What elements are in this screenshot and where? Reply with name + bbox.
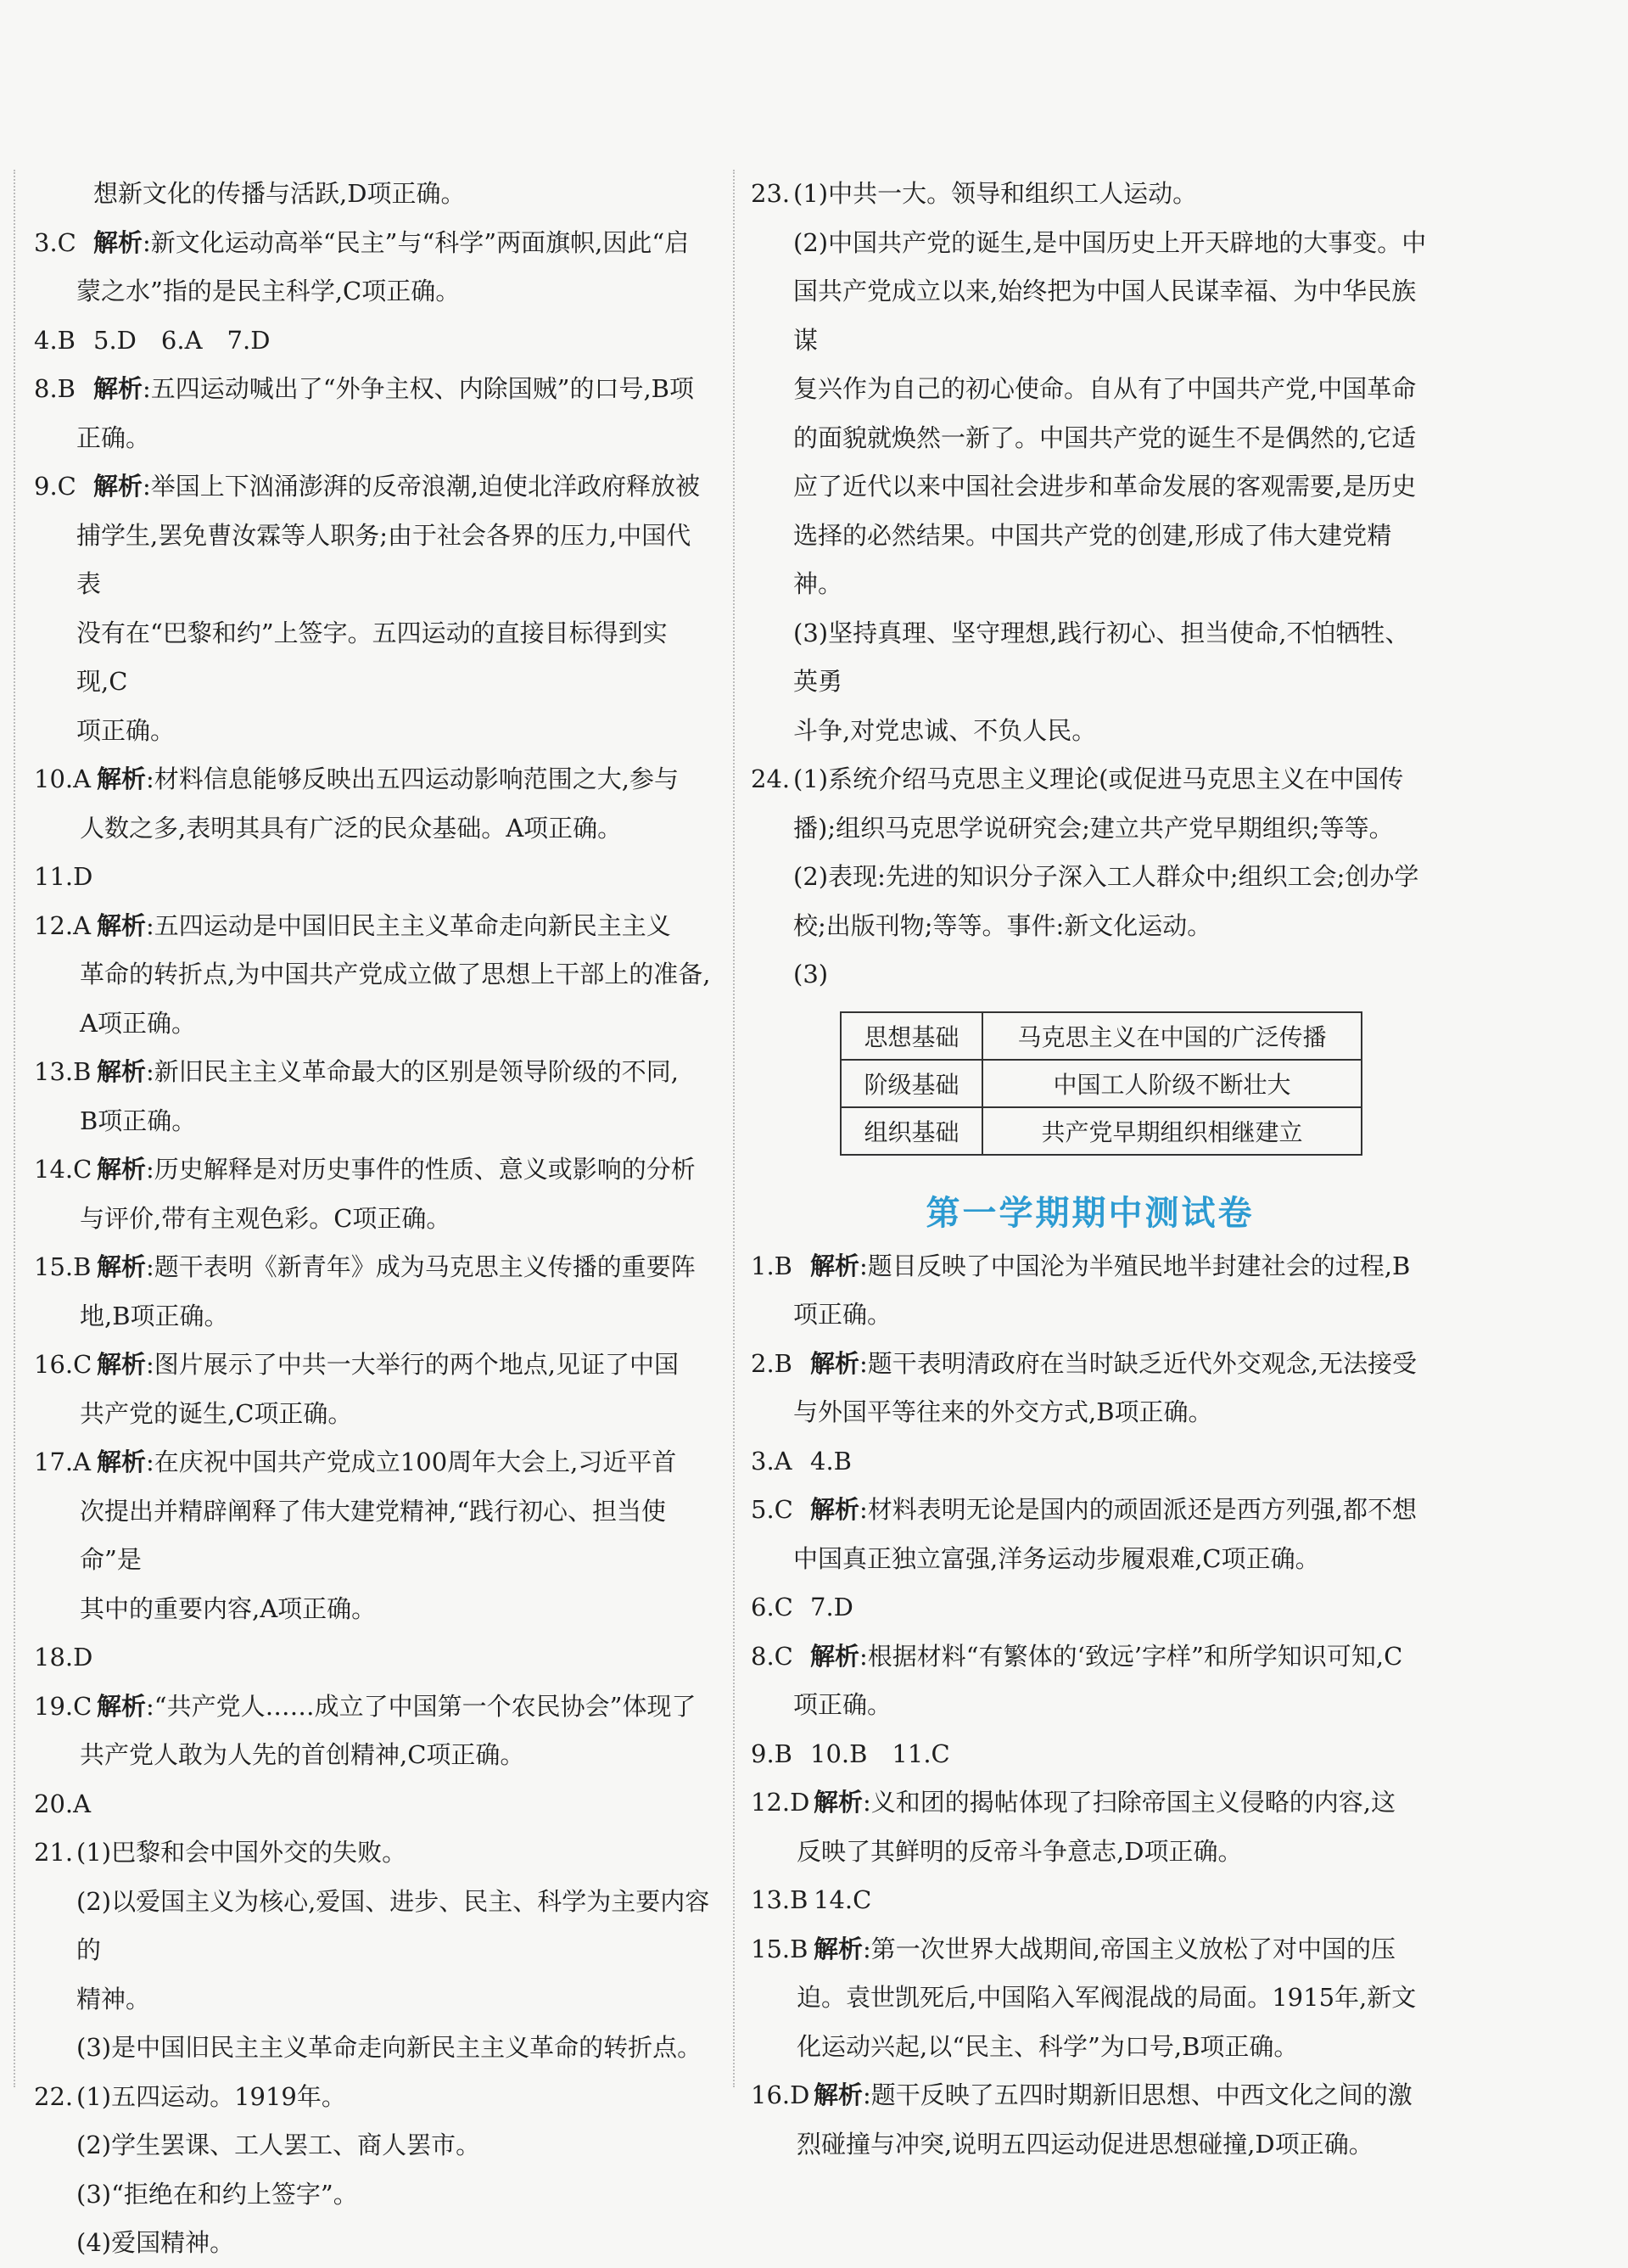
answer-item: 14.C 解析:历史解释是对历史事件的性质、意义或影响的分析 与评价,带有主观色彩。C项正确。: [34, 1145, 713, 1243]
answer-item: [34, 2073, 713, 2268]
answer-text-line: 根据材料“有繁体的‘致远’字样”和所学知识可知,C: [867, 1641, 1403, 1671]
answer-item: 12.D 解析:义和团的揭帖体现了扫除帝国主义侵略的内容,这 反映了其鲜明的反帝斗争意志,D项正确。: [751, 1778, 1429, 1876]
answer-number: 10.A: [34, 764, 92, 793]
answer-text-line: 国共产党成立以来,始终把为中国人民谋幸福、为中华民族谋: [793, 277, 1417, 355]
answer-number: 16.D: [751, 2080, 810, 2109]
answer-text-line: 没有在“巴黎和约”上签字。五四运动的直接目标得到实现,C: [76, 618, 668, 696]
answer-item: [34, 170, 713, 219]
answer-text-line: 五四运动是中国旧民主主义革命走向新民主主义: [154, 910, 671, 940]
answer-text-line: (4)爱国精神。: [76, 2228, 235, 2257]
answer-item: [34, 853, 713, 902]
answer-item: 9.C 解析:举国上下汹涌澎湃的反帝浪潮,迫使北洋政府释放被 捕学生,罢免曹汝霖等人职务;由于社会各界的压力,中国代表 没有在“巴黎和约”上签字。五四运动的直接目标得到实现,C 项正确。: [34, 462, 713, 755]
answer-text-line: 题目反映了中国沦为半殖民地半封建社会的过程,B: [867, 1251, 1411, 1280]
answer-text-line: 其中的重要内容,A项正确。: [80, 1593, 377, 1623]
answer-text-line: “共产党人……成立了中国第一个农民协会”体现了: [154, 1691, 697, 1721]
answer-item: 2.B 解析:题干表明清政府在当时缺乏近代外交观念,无法接受 与外国平等往来的外交方式,B项正确。: [751, 1340, 1429, 1437]
answer-text-line: 与评价,带有主观色彩。C项正确。: [80, 1203, 451, 1233]
answer-text-line: 革命的转折点,为中国共产党成立做了思想上干部上的准备,: [80, 960, 711, 988]
answer-text-line: 复兴作为自己的初心使命。自从有了中国共产党,中国革命: [793, 374, 1417, 403]
section-title: 第一学期期中测试卷: [926, 1193, 1255, 1233]
answer-text-line: (2)学生罢课、工人罢工、商人罢市。: [76, 2131, 481, 2159]
analysis-label: 解析: [97, 1057, 147, 1086]
table-key-cell: 组织基础: [841, 1107, 982, 1155]
analysis-label: 解析: [93, 227, 143, 257]
answer-text-line: (1)中共一大。领导和组织工人运动。: [793, 179, 1198, 208]
answer-text-line: 烈碰撞与冲突,说明五四运动促进思想碰撞,D项正确。: [797, 2129, 1373, 2159]
answer-text-line: 历史解释是对历史事件的性质、意义或影响的分析: [154, 1155, 696, 1184]
analysis-label: 解析: [814, 1788, 864, 1817]
answer-number: 3.C: [34, 227, 76, 257]
analysis-label: 解析: [814, 1934, 864, 1963]
answer-number: 11.D: [34, 862, 93, 891]
table-row: [841, 1107, 1362, 1155]
answer-item: 16.D 解析:题干反映了五四时期新旧思想、中西文化之间的激 烈碰撞与冲突,说明五四运动促进思想碰撞,D项正确。: [751, 2071, 1429, 2169]
right-column: [751, 170, 1429, 2169]
left-column: [34, 170, 713, 2268]
analysis-label: 解析: [93, 374, 143, 403]
answer-item: [751, 170, 1429, 755]
answer-number: 21.: [34, 1838, 74, 1867]
answer-item: [751, 755, 1429, 950]
foundation-table: [840, 1011, 1362, 1156]
answer-item: 13.B 解析:新旧民主主义革命最大的区别是领导阶级的不同, B项正确。: [34, 1048, 713, 1145]
answer-text-line: 人数之多,表明其具有广泛的民众基础。A项正确。: [80, 813, 623, 843]
answer-number: 15.B: [751, 1934, 808, 1963]
answer-text-line: 5.D 6.A 7.D: [93, 325, 271, 355]
analysis-label: 解析: [97, 1252, 147, 1281]
answer-number: 19.C: [34, 1691, 92, 1721]
answer-item: 5.C 解析:材料表明无论是国内的顽固派还是西方列强,都不想 中国真正独立富强,洋务运动步履艰难,C项正确。: [751, 1486, 1429, 1583]
answer-number: 14.C: [34, 1155, 92, 1184]
answer-item: 19.C 解析:“共产党人……成立了中国第一个农民协会”体现了 共产党人敢为人先的首创精神,C项正确。: [34, 1683, 713, 1780]
answer-text-line: 蒙之水”指的是民主科学,C项正确。: [76, 277, 461, 305]
answer-text-line: 题干表明清政府在当时缺乏近代外交观念,无法接受: [867, 1348, 1418, 1378]
answer-text-line: 中国真正独立富强,洋务运动步履艰难,C项正确。: [793, 1543, 1320, 1573]
answer-text-line: 地,B项正确。: [80, 1301, 229, 1330]
answer-item: 15.B 解析:第一次世界大战期间,帝国主义放松了对中国的压 迫。袁世凯死后,中国陷入军阀混战的局面。1915年,新文 化运动兴起,以“民主、科学”为口号,B项正确。: [751, 1925, 1429, 2072]
answer-text-line: 与外国平等往来的外交方式,B项正确。: [793, 1397, 1213, 1426]
answer-number: 18.D: [34, 1643, 93, 1672]
answer-text-line: 材料表明无论是国内的顽固派还是西方列强,都不想: [867, 1495, 1418, 1524]
answer-text-line: (3)“拒绝在和约上签字”。: [76, 2179, 358, 2209]
answer-text-line: 迫。袁世凯死后,中国陷入军阀混战的局面。1915年,新文: [797, 1983, 1417, 2012]
analysis-label: 解析: [814, 2080, 864, 2109]
answer-text-line: (1)巴黎和会中国外交的失败。: [76, 1838, 407, 1867]
answer-item: 12.A 解析:五四运动是中国旧民主主义革命走向新民主主义 革命的转折点,为中国共产党成立做了思想上干部上的准备, A项正确。: [34, 902, 713, 1049]
answer-number: 2.B: [751, 1348, 792, 1378]
answer-item: 8.C 解析:根据材料“有繁体的‘致远’字样”和所学知识可知,C 项正确。: [751, 1632, 1429, 1730]
answer-number: 17.A: [34, 1448, 92, 1476]
table-row: [841, 1012, 1362, 1060]
answer-number: 5.C: [751, 1495, 793, 1524]
answer-text-line: 材料信息能够反映出五四运动影响范围之大,参与: [154, 764, 680, 793]
left-margin-dotted-rule: [14, 170, 15, 2087]
answer-text-line: 项正确。: [793, 1300, 892, 1329]
answer-item: [751, 1876, 1429, 1925]
answer-text-line: 10.B 11.C: [810, 1739, 950, 1768]
answer-number: 24.: [751, 764, 791, 793]
answer-text-line: 在庆祝中国共产党成立100周年大会上,习近平首: [154, 1448, 677, 1476]
answer-text-line: 正确。: [76, 423, 151, 452]
answer-text-line: (3)坚持真理、坚守理想,践行初心、担当使命,不怕牺牲、英勇: [793, 618, 1410, 696]
table-key-cell: 思想基础: [841, 1012, 982, 1060]
analysis-label: 解析: [97, 1155, 147, 1184]
answer-text-line: 项正确。: [76, 715, 176, 745]
answers-23-24: [751, 170, 1429, 950]
answer-text-line: 五四运动喊出了“外争主权、内除国贼”的口号,B项: [150, 374, 694, 403]
midterm-answers: [751, 1242, 1429, 2170]
answer-item: [34, 1633, 713, 1683]
table-value-cell: 马克思主义在中国的广泛传播: [982, 1012, 1362, 1060]
analysis-label: 解析: [97, 764, 147, 793]
answer-text-line: 反映了其鲜明的反帝斗争意志,D项正确。: [797, 1836, 1243, 1866]
answer-number: 8.C: [751, 1641, 793, 1671]
answer-text-line: 共产党的诞生,C项正确。: [80, 1398, 353, 1428]
analysis-label: 解析: [810, 1251, 860, 1280]
answer-item: [34, 316, 713, 366]
answer-item: 10.A 解析:材料信息能够反映出五四运动影响范围之大,参与 人数之多,表明其具有广泛的民众基础。A项正确。: [34, 755, 713, 853]
table-key-cell: 阶级基础: [841, 1060, 982, 1107]
answer-text-line: 7.D: [810, 1593, 853, 1621]
answer-number: 9.B: [751, 1739, 792, 1768]
answer-number: 13.B: [34, 1057, 92, 1086]
answer-text-line: 第一次世界大战期间,帝国主义放松了对中国的压: [870, 1934, 1396, 1963]
answer-text-line: 图片展示了中共一大举行的两个地点,见证了中国: [154, 1350, 680, 1379]
answer-item: 3.C 解析:新文化运动高举“民主”与“科学”两面旗帜,因此“启 蒙之水”指的是民主科学,C项正确。: [34, 219, 713, 316]
answer-text-line: 化运动兴起,以“民主、科学”为口号,B项正确。: [797, 2031, 1299, 2061]
table-value-cell: 共产党早期组织相继建立: [982, 1107, 1362, 1155]
answer-text-line: 题干表明《新青年》成为马克思主义传播的重要阵: [154, 1252, 696, 1281]
answer-number: 9.C: [34, 472, 76, 501]
answer-item: [34, 1780, 713, 1829]
answer-text-line: 校;出版刊物;等等。事件:新文化运动。: [793, 910, 1212, 940]
answer-item: [34, 1828, 713, 2073]
answer-number: 12.D: [751, 1788, 810, 1817]
answer-text-line: 播);组织马克思学说研究会;建立共产党早期组织;等等。: [793, 813, 1394, 843]
answer-text-line: 的面貌就焕然一新了。中国共产党的诞生不是偶然的,它适: [793, 423, 1417, 452]
answer-number: 6.C: [751, 1593, 793, 1621]
analysis-label: 解析: [93, 472, 143, 501]
answer-text-line: 项正确。: [793, 1690, 892, 1719]
answer-item: 8.B 解析:五四运动喊出了“外争主权、内除国贼”的口号,B项 正确。: [34, 365, 713, 462]
answer-text-line: 斗争,对党忠诚、不负人民。: [793, 715, 1097, 745]
answer-text-line: 捕学生,罢免曹汝霖等人职务;由于社会各界的压力,中国代表: [76, 520, 691, 598]
answer-text-line: 义和团的揭帖体现了扫除帝国主义侵略的内容,这: [870, 1788, 1396, 1817]
analysis-label: 解析: [810, 1348, 860, 1378]
answer-text-line: 举国上下汹涌澎湃的反帝浪潮,迫使北洋政府释放被: [150, 472, 701, 501]
answer-text-line: 4.B: [810, 1446, 852, 1476]
analysis-label: 解析: [97, 1448, 147, 1476]
answer-text-line: 14.C: [814, 1885, 872, 1914]
answer-number: 12.A: [34, 910, 92, 940]
answer-number: 1.B: [751, 1251, 792, 1280]
column-divider: [733, 170, 735, 2087]
answer-text-line: (2)以爱国主义为核心,爱国、进步、民主、科学为主要内容的: [76, 1886, 710, 1964]
table-value-cell: 中国工人阶级不断壮大: [982, 1060, 1362, 1107]
analysis-label: 解析: [810, 1495, 860, 1524]
answer-text-line: 精神。: [76, 1984, 151, 2013]
answer-item: 16.C 解析:图片展示了中共一大举行的两个地点,见证了中国 共产党的诞生,C项正确。: [34, 1341, 713, 1438]
answer-number: 22.: [34, 2081, 74, 2111]
analysis-label: 解析: [97, 910, 147, 940]
analysis-label: 解析: [97, 1691, 147, 1721]
answer-text-line: B项正确。: [80, 1106, 197, 1135]
answer-number: 15.B: [34, 1252, 92, 1281]
answer-text-line: (2)表现:先进的知识分子深入工人群众中;组织工会;创办学: [793, 862, 1419, 891]
answer-number: 8.B: [34, 374, 76, 403]
answer-number: 13.B: [751, 1885, 808, 1914]
table-row: [841, 1060, 1362, 1107]
analysis-label: 解析: [97, 1350, 147, 1379]
analysis-label: 解析: [810, 1641, 860, 1671]
table-label: (3): [793, 960, 829, 988]
answer-text-line: (1)系统介绍马克思主义理论(或促进马克思主义在中国传: [793, 764, 1404, 793]
answer-text-line: 共产党人敢为人先的首创精神,C项正确。: [80, 1740, 525, 1769]
answer-item: [751, 1583, 1429, 1632]
answer-text-line: (3)是中国旧民主主义革命走向新民主主义革命的转折点。: [76, 2033, 702, 2062]
answer-text-line: (1)五四运动。1919年。: [76, 2081, 346, 2111]
answer-text-line: 应了近代以来中国社会进步和革命发展的客观需要,是历史: [793, 472, 1417, 501]
answer-item: 17.A 解析:在庆祝中国共产党成立100周年大会上,习近平首 次提出并精辟阐释了伟大建党精神,“践行初心、担当使命”是 其中的重要内容,A项正确。: [34, 1438, 713, 1633]
answer-item: 1.B 解析:题目反映了中国沦为半殖民地半封建社会的过程,B 项正确。: [751, 1242, 1429, 1340]
answer-text-line: 想新文化的传播与活跃,D项正确。: [93, 179, 466, 208]
answer-number: 3.A: [751, 1446, 792, 1476]
answer-number: 4.B: [34, 325, 76, 355]
answer-text-line: A项正确。: [80, 1008, 196, 1038]
answer-text-line: 新文化运动高举“民主”与“科学”两面旗帜,因此“启: [150, 227, 690, 257]
answer-text-line: (2)中国共产党的诞生,是中国历史上开天辟地的大事变。中: [793, 227, 1427, 257]
answer-item: [751, 1730, 1429, 1779]
answer-text-line: 新旧民主主义革命最大的区别是领导阶级的不同,: [154, 1057, 680, 1086]
answer-item: [751, 1437, 1429, 1487]
answer-text-line: 次提出并精辟阐释了伟大建党精神,“践行初心、担当使命”是: [80, 1496, 667, 1574]
answer-text-line: 选择的必然结果。中国共产党的创建,形成了伟大建党精神。: [793, 520, 1392, 598]
answer-item: 15.B 解析:题干表明《新青年》成为马克思主义传播的重要阵 地,B项正确。: [34, 1243, 713, 1341]
answer-number: 20.A: [34, 1789, 92, 1818]
answer-text-line: 题干反映了五四时期新旧思想、中西文化之间的激: [870, 2080, 1413, 2109]
answer-number: 23.: [751, 179, 791, 208]
answer-number: 16.C: [34, 1350, 92, 1379]
